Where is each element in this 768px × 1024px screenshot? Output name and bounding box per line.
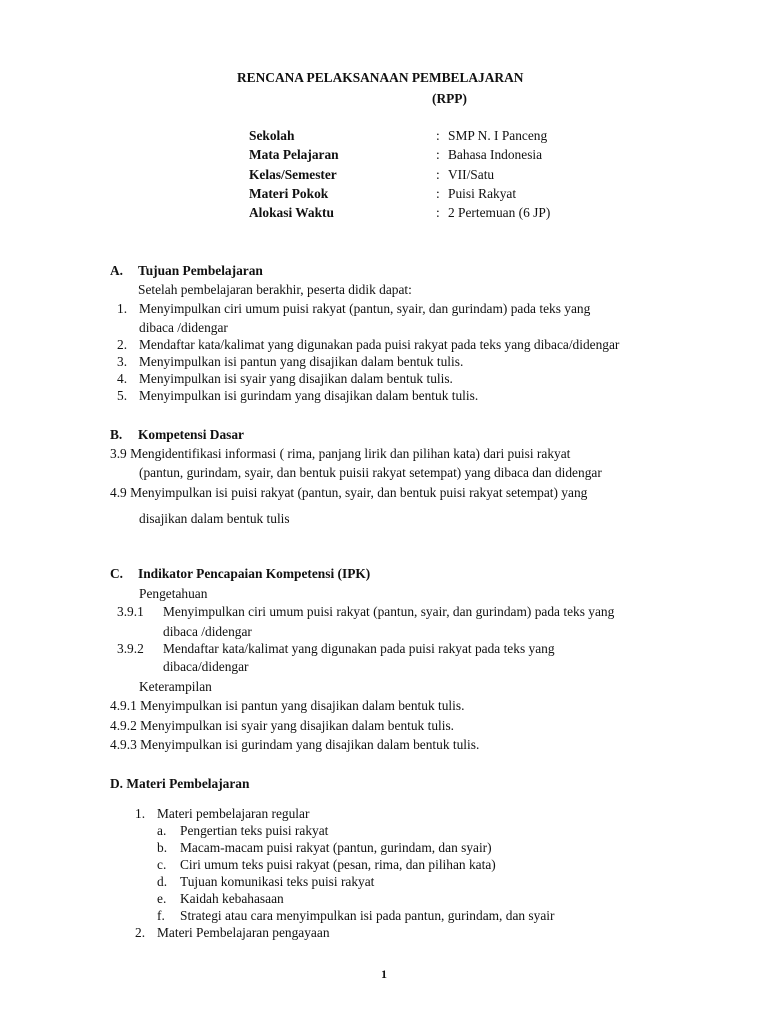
list-number: 5.	[117, 388, 128, 403]
info-sep: :	[436, 205, 440, 220]
indicator-item-continuation: dibaca/didengar	[163, 659, 249, 674]
info-value-sekolah: SMP N. I Panceng	[448, 128, 548, 143]
info-label-alokasi-waktu: Alokasi Waktu	[249, 205, 334, 220]
kd-item: 3.9 Mengidentifikasi informasi ( rima, panjang lirik dan pilihan kata) dari puisi rakyat	[110, 446, 571, 461]
sublist-item: Ciri umum teks puisi rakyat (pesan, rima, dan pilihan kata)	[180, 857, 496, 872]
info-sep: :	[436, 167, 440, 182]
list-item: Materi pembelajaran regular	[157, 806, 310, 821]
info-label-sekolah: Sekolah	[249, 128, 295, 143]
sublist-letter: f.	[157, 908, 165, 923]
indicator-item: Mendaftar kata/kalimat yang digunakan pada puisi rakyat pada teks yang	[163, 641, 555, 656]
kd-item-continuation: (pantun, gurindam, syair, dan bentuk puisii rakyat setempat) yang dibaca dan didengar	[139, 465, 602, 480]
sublist-item: Macam-macam puisi rakyat (pantun, gurindam, dan syair)	[180, 840, 492, 855]
section-letter: C.	[110, 566, 124, 581]
list-number: 1.	[135, 806, 146, 821]
list-item: Menyimpulkan isi syair yang disajikan dalam bentuk tulis.	[139, 371, 453, 386]
section-title: D. Materi Pembelajaran	[110, 776, 250, 791]
subsection-label: Keterampilan	[139, 679, 212, 694]
section-letter: B.	[110, 427, 123, 442]
indicator-item: 4.9.2 Menyimpulkan isi syair yang disajikan dalam bentuk tulis.	[110, 718, 455, 733]
section-letter: A.	[110, 263, 124, 278]
list-item: Menyimpulkan isi gurindam yang disajikan dalam bentuk tulis.	[139, 388, 479, 403]
subsection-label: Pengetahuan	[139, 586, 208, 601]
list-number: 4.	[117, 371, 128, 386]
indicator-item: 4.9.3 Menyimpulkan isi gurindam yang disajikan dalam bentuk tulis.	[110, 737, 480, 752]
info-sep: :	[436, 128, 440, 143]
indicator-item: Menyimpulkan ciri umum puisi rakyat (pantun, syair, dan gurindam) pada teks yang	[163, 604, 615, 619]
list-item-continuation: dibaca /didengar	[139, 320, 228, 335]
section-title: Indikator Pencapaian Kompetensi (IPK)	[138, 566, 371, 581]
sublist-letter: b.	[157, 840, 168, 855]
indicator-item-continuation: dibaca /didengar	[163, 624, 252, 639]
section-intro: Setelah pembelajaran berakhir, peserta didik dapat:	[138, 282, 412, 297]
info-label-mata-pelajaran: Mata Pelajaran	[249, 147, 339, 162]
sublist-item: Pengertian teks puisi rakyat	[180, 823, 329, 838]
info-value-alokasi-waktu: 2 Pertemuan (6 JP)	[448, 205, 551, 220]
sublist-letter: a.	[157, 823, 167, 838]
info-label-materi-pokok: Materi Pokok	[249, 186, 329, 201]
list-item: Menyimpulkan isi pantun yang disajikan dalam bentuk tulis.	[139, 354, 464, 369]
list-item: Materi Pembelajaran pengayaan	[157, 925, 330, 940]
list-number: 2.	[135, 925, 146, 940]
info-sep: :	[436, 186, 440, 201]
sublist-letter: c.	[157, 857, 167, 872]
list-number: 3.	[117, 354, 128, 369]
list-item: Menyimpulkan ciri umum puisi rakyat (pantun, syair, dan gurindam) pada teks yang	[139, 301, 591, 316]
section-title: Kompetensi Dasar	[138, 427, 245, 442]
info-sep: :	[436, 147, 440, 162]
indicator-item: 4.9.1 Menyimpulkan isi pantun yang disajikan dalam bentuk tulis.	[110, 698, 465, 713]
document-subtitle: (RPP)	[432, 91, 467, 106]
indicator-number: 3.9.1	[117, 604, 144, 619]
indicator-number: 3.9.2	[117, 641, 144, 656]
section-title: Tujuan Pembelajaran	[138, 263, 263, 278]
kd-item: 4.9 Menyimpulkan isi puisi rakyat (pantun, syair, dan bentuk puisi rakyat setempat) yang	[110, 485, 588, 500]
sublist-item: Tujuan komunikasi teks puisi rakyat	[180, 874, 375, 889]
kd-item-continuation: disajikan dalam bentuk tulis	[139, 511, 290, 526]
sublist-letter: e.	[157, 891, 167, 906]
sublist-item: Kaidah kebahasaan	[180, 891, 284, 906]
page-number: 1	[381, 967, 387, 981]
info-value-mata-pelajaran: Bahasa Indonesia	[448, 147, 543, 162]
info-value-materi-pokok: Puisi Rakyat	[448, 186, 517, 201]
document-title: RENCANA PELAKSANAAN PEMBELAJARAN	[237, 70, 524, 85]
list-item: Mendaftar kata/kalimat yang digunakan pada puisi rakyat pada teks yang dibaca/didengar	[139, 337, 620, 352]
info-value-kelas-semester: VII/Satu	[448, 167, 495, 182]
sublist-item: Strategi atau cara menyimpulkan isi pada pantun, gurindam, dan syair	[180, 908, 555, 923]
list-number: 2.	[117, 337, 128, 352]
sublist-letter: d.	[157, 874, 168, 889]
list-number: 1.	[117, 301, 128, 316]
info-label-kelas-semester: Kelas/Semester	[249, 167, 337, 182]
